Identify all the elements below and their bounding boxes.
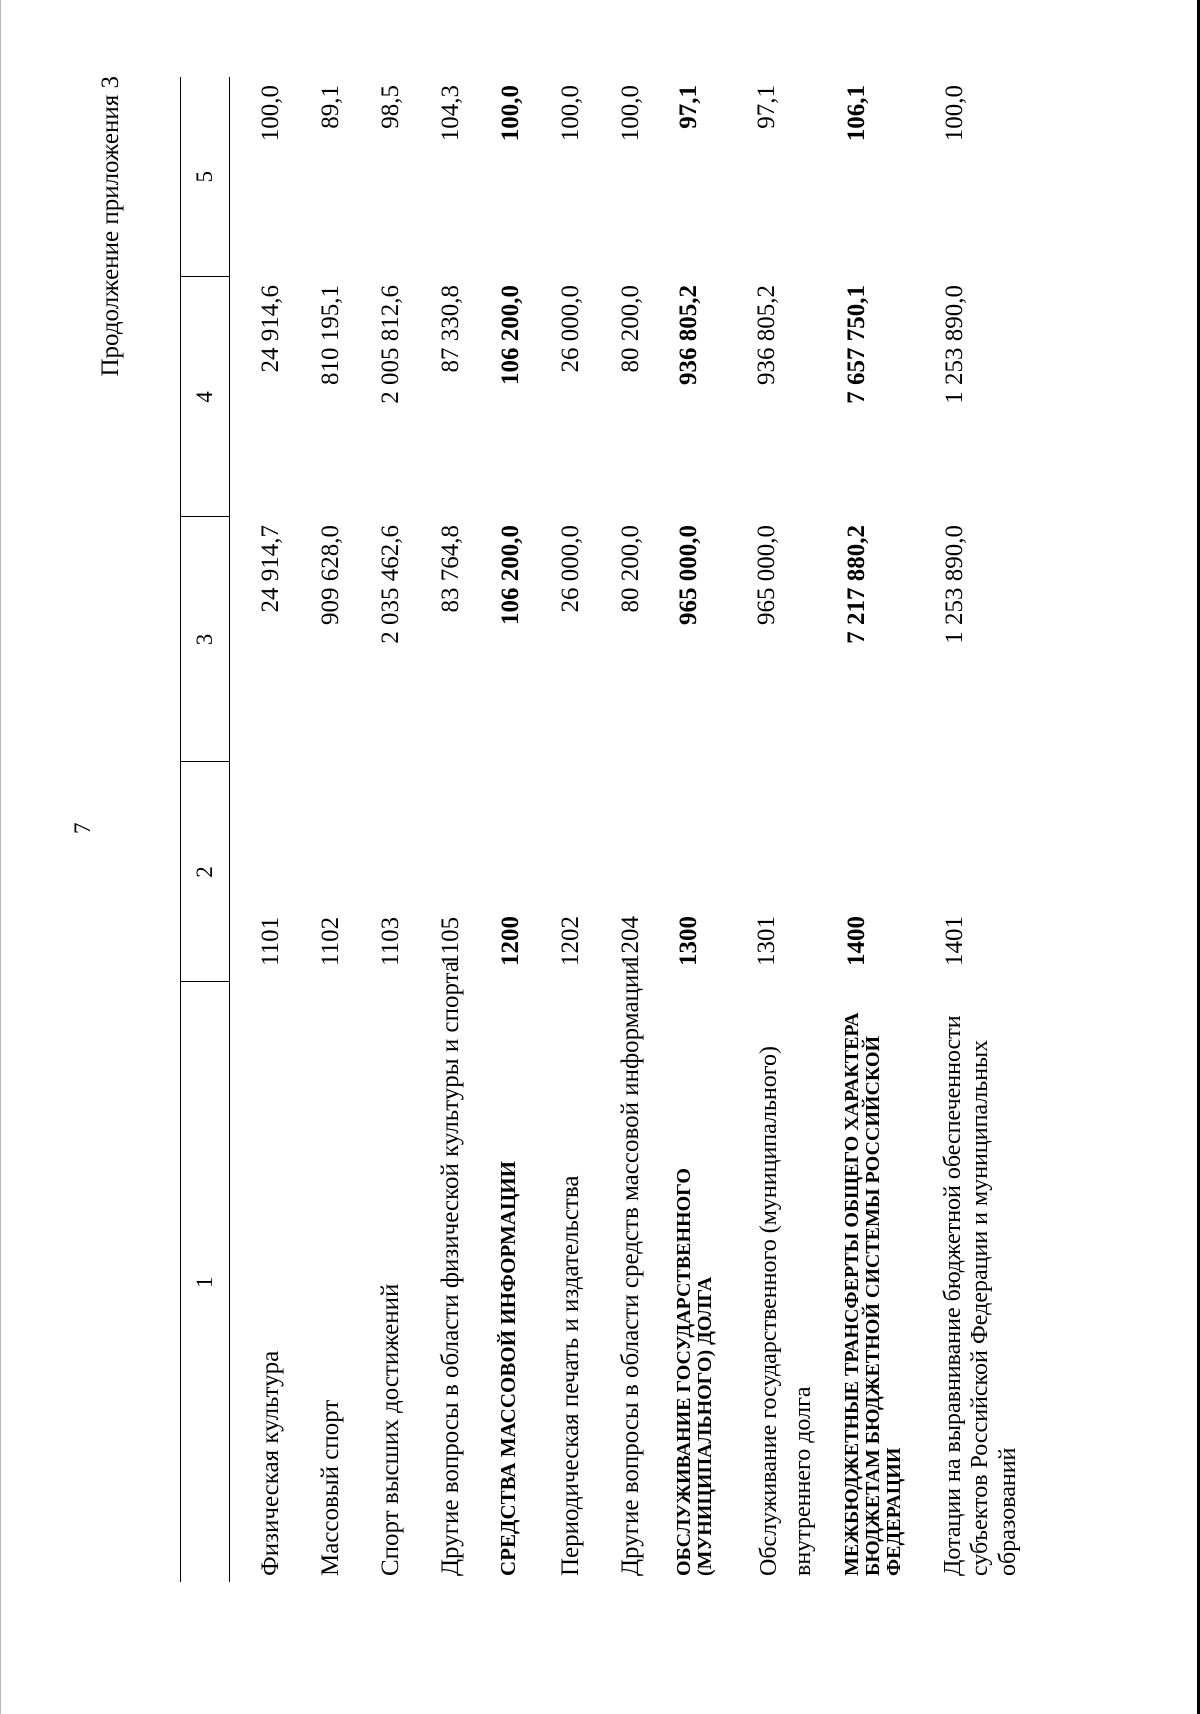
row-value-5: 98,5	[376, 85, 404, 129]
row-value-3: 965 000,0	[752, 525, 780, 625]
row-value-4: 80 200,0	[616, 285, 644, 373]
row-value-4: 26 000,0	[556, 285, 584, 373]
column-header-5: 5	[181, 77, 230, 277]
table-row	[480, 77, 540, 1582]
table-row	[300, 77, 360, 1582]
row-code: 1202	[556, 916, 584, 966]
row-value-4: 106 200,0	[496, 285, 524, 385]
row-value-3: 909 628,0	[316, 525, 344, 625]
table-header-row	[181, 77, 230, 1582]
row-code: 1300	[674, 916, 702, 966]
row-value-5: 97,1	[674, 85, 702, 129]
row-code: 1101	[257, 916, 284, 966]
row-value-5: 97,1	[752, 85, 780, 129]
row-value-3: 1 253 890,0	[940, 525, 968, 644]
table-row	[928, 77, 1028, 1582]
row-value-5: 104,3	[436, 85, 464, 142]
row-value-3: 26 000,0	[556, 525, 584, 613]
row-value-4: 1 253 890,0	[940, 285, 968, 404]
row-value-3: 83 764,8	[436, 525, 464, 613]
row-value-4: 936 805,2	[674, 285, 702, 385]
row-value-3: 80 200,0	[616, 525, 644, 613]
row-name: Дотации на выравнивание бюджетной обеспеченности субъектов Российской Федерации и муниципальных образований	[939, 1015, 1021, 1576]
row-code: 1400	[842, 916, 870, 966]
row-code: 1103	[376, 916, 404, 966]
row-value-3: 965 000,0	[674, 525, 702, 625]
column-header-1: 1	[181, 982, 230, 1582]
page-number: 7	[70, 822, 95, 834]
row-value-5: 100,0	[556, 85, 584, 142]
row-value-3: 106 200,0	[496, 525, 524, 625]
row-code: 1200	[496, 916, 524, 966]
table-row	[360, 77, 420, 1582]
row-name: МЕЖБЮДЖЕТНЫЕ ТРАНСФЕРТЫ ОБЩЕГО ХАРАКТЕРА БЮДЖЕТАМ БЮДЖЕТНОЙ СИСТЕМЫ РОССИЙСКОЙ ФЕДЕРАЦИИ	[840, 1012, 905, 1576]
table-row	[540, 77, 600, 1582]
row-value-5: 100,0	[496, 85, 524, 142]
row-value-3: 2 035 462,6	[376, 525, 404, 644]
row-value-5: 100,0	[616, 85, 644, 142]
row-name: Спорт высших достижений	[376, 1283, 404, 1576]
row-name: Периодическая печать и издательства	[556, 1175, 584, 1576]
row-value-5: 100,0	[257, 85, 284, 142]
row-code: 1401	[940, 916, 968, 966]
table-row	[420, 77, 480, 1582]
table-row	[600, 77, 660, 1582]
table-row	[660, 77, 740, 1582]
row-value-5: 106,1	[842, 85, 870, 142]
budget-table	[180, 77, 1028, 1582]
row-name: Массовый спорт	[316, 1399, 344, 1576]
row-code: 1301	[752, 916, 780, 966]
row-value-5: 100,0	[940, 85, 968, 142]
row-value-3: 24 914,7	[257, 525, 284, 613]
row-value-4: 2 005 812,6	[376, 285, 404, 404]
row-value-4: 936 805,2	[752, 285, 780, 385]
row-code: 1102	[316, 916, 344, 966]
row-value-3: 7 217 880,2	[842, 525, 870, 644]
table-row	[828, 77, 928, 1582]
row-name: ОБСЛУЖИВАНИЕ ГОСУДАРСТВЕННОГО (МУНИЦИПАЛЬНОГО) ДОЛГА	[672, 1168, 716, 1576]
row-value-4: 24 914,6	[257, 285, 284, 373]
row-name: Другие вопросы в области физической культуры и спорта	[436, 961, 464, 1576]
continuation-label: Продолжение приложения 3	[97, 76, 124, 377]
row-value-4: 7 657 750,1	[842, 285, 870, 404]
column-header-2: 2	[181, 762, 230, 982]
row-name: Обслуживание государственного (муниципального) внутреннего долга	[755, 1045, 817, 1576]
column-header-4: 4	[181, 277, 230, 517]
table-row	[230, 77, 300, 1582]
row-value-4: 810 195,1	[316, 285, 344, 385]
row-name: Другие вопросы в области средств массовой информации	[616, 961, 644, 1576]
row-value-4: 87 330,8	[436, 285, 464, 373]
row-name: Физическая культура	[257, 1350, 284, 1576]
row-code: 1204	[616, 916, 644, 966]
table-row	[740, 77, 828, 1582]
row-value-5: 89,1	[316, 85, 344, 129]
row-code: 1105	[436, 916, 464, 966]
row-name: СРЕДСТВА МАССОВОЙ ИНФОРМАЦИИ	[495, 1161, 520, 1576]
column-header-3: 3	[181, 517, 230, 762]
